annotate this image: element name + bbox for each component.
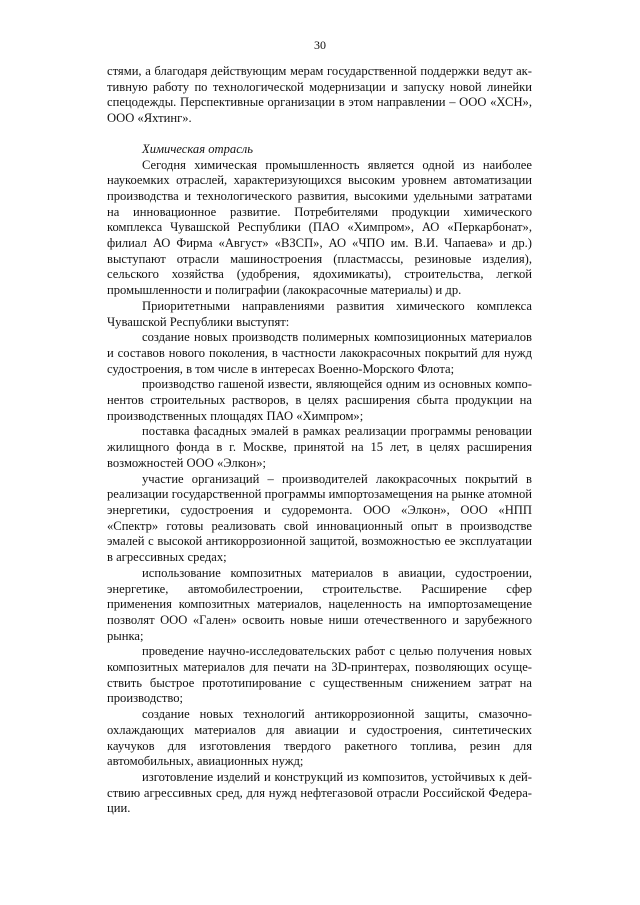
intro-paragraph: стями, а благодаря действующим мерам государственной поддержки ведут активную работу по технологической модернизации и запуску новой линейки спецодежды. Перспективные организации в этом направлении – ООО «ХСН», ООО «Яхтинг». (107, 64, 532, 126)
section-intro-paragraph: Сегодня химическая промышленность является одной из наиболее наукоемких отраслей, характеризующихся высоким уровнем автоматизации производства и технологического развития, высокими удельными затратами на инновационное развитие. Потребителями продукции химического комплекса Чувашской Республики (ПАО «Химпром», АО «Перкарбонат», филиал АО Фирма «Август» «ВЗСП», АО «ЧПО им. В.И. Чапаева» и др.) выступают отрасли машиностроения (пластмассы, резиновые изделия), сельского хозяйства (удобрения, ядохимикаты), строительства, легкой промышленности и полиграфии (лакокрасочные материалы) и др. (107, 157, 532, 298)
priority-item-8: изготовление изделий и конструкций из композитов, устойчивых к действию агрессивных сред, для нужд нефтегазовой отрасли Российской Федерации. (107, 769, 532, 816)
priority-item-6: проведение научно-исследовательских работ с целью получения новых композитных материалов для печати на 3D-принтерах, позволяющих осуществить быстрое прототипирование с существенным снижением затрат на производство; (107, 644, 532, 706)
priority-item-5: использование композитных материалов в авиации, судостроении, энергетике, автомобилестроении, строительстве. Расширение сфер применения композитных материалов, нацеленность на импортозамещение позволят ООО «Гален» освоить новые ниши отечественного и зарубежного рынка; (107, 565, 532, 643)
priority-item-1: создание новых производств полимерных композиционных материалов и составов нового поколения, в частности лакокрасочных покрытий для нужд судостроения, в том числе в интересах Военно-Морского Флота; (107, 330, 532, 376)
page-number: 30 (314, 38, 326, 52)
priorities-intro-paragraph: Приоритетными направлениями развития химического комплекса Чувашской Республики выступят: (107, 298, 532, 329)
priority-item-2: производство гашеной извести, являющейся одним из основных компонентов строительных растворов, в целях расширения сбыта продукции на производственных площадях ПАО «Химпром»; (107, 377, 532, 423)
priority-item-3: поставка фасадных эмалей в рамках реализации программы реновации жилищного фонда в г. Москве, принятой на 15 лет, в целях расширения возможностей ООО «Элкон»; (107, 424, 532, 470)
document-body (107, 64, 532, 817)
priority-item-7: создание новых технологий антикоррозионной защиты, смазочно-охлаждающих материалов для авиации и судостроения, синтетических каучуков для изготовления твердого ракетного топлива, резин для автомобильных, авиационных нужд; (107, 707, 532, 769)
section-heading: Химическая отрасль (142, 141, 254, 156)
priority-item-4: участие организаций – производителей лакокрасочных покрытий в реализации государственной программы импортозамещения на рынке атомной энергетики, судостроения и судоремонта. ООО «Элкон», ООО «НПП «Спектр» готовы реализовать свой инновационный опыт в производстве эмалей с высокой антикоррозионной защитой, возможностью ее эксплуатации в агрессивных средах; (107, 471, 532, 565)
